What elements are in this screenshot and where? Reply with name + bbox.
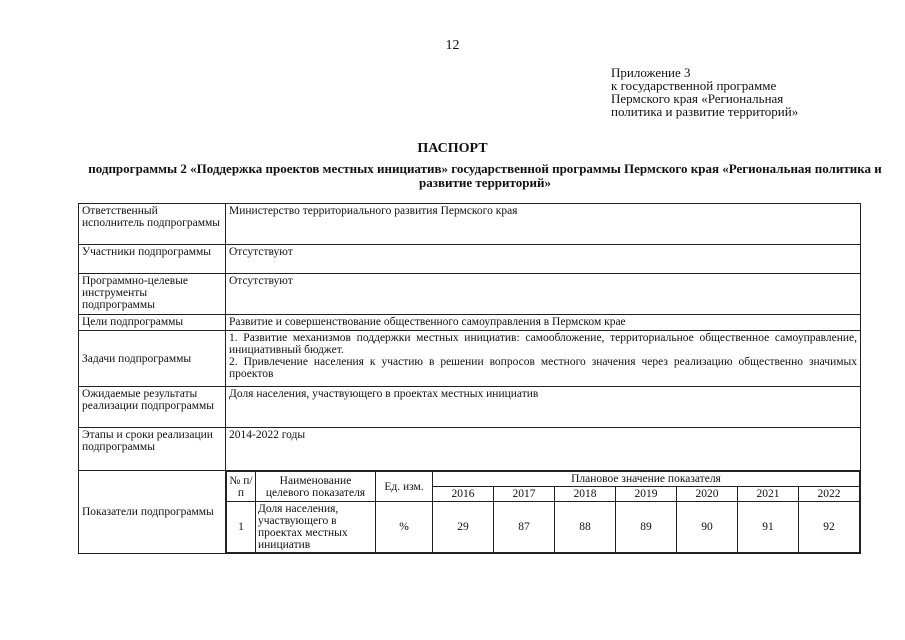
indicator-num: 1 — [227, 502, 256, 553]
row-value: Развитие и совершенствование общественного самоуправления в Пермском крае — [226, 315, 861, 331]
row-label: Этапы и сроки реализации подпрограммы — [79, 428, 226, 471]
table-row — [79, 245, 861, 274]
row-value: Отсутствуют — [226, 274, 861, 315]
row-value: 2014-2022 годы — [226, 428, 861, 471]
year-cell: 2019 — [616, 487, 677, 502]
table-row — [79, 331, 861, 387]
appendix-line: политика и развитие территорий» — [611, 104, 799, 119]
appendix-line: Приложение 3 — [611, 65, 691, 80]
document-subtitle: подпрограммы 2 «Поддержка проектов местных инициатив» государственной программы Пермского края «Региональная политика и развитие территорий» — [88, 161, 882, 190]
task-item: 2. Привлечение населения к участию в решении вопросов местного значения через реализацию общественно значимых проектов — [229, 356, 857, 380]
appendix-line: Пермского края «Региональная — [611, 91, 784, 106]
row-value: Министерство территориального развития Пермского края — [226, 204, 861, 245]
table-row — [79, 315, 861, 331]
indicator-value: 92 — [799, 502, 860, 553]
year-cell: 2022 — [799, 487, 860, 502]
indicator-value: 89 — [616, 502, 677, 553]
indicator-value: 90 — [677, 502, 738, 553]
year-cell: 2021 — [738, 487, 799, 502]
table-row — [79, 387, 861, 428]
appendix-line: к государственной программе — [611, 78, 777, 93]
head-unit: Ед. изм. — [376, 472, 433, 502]
year-cell: 2017 — [494, 487, 555, 502]
passport-table — [78, 203, 861, 554]
row-value: Отсутствуют — [226, 245, 861, 274]
task-item: 1. Развитие механизмов поддержки местных инициатив: самообложение, территориальное общественное самоуправление, инициативный бюджет. — [229, 332, 857, 356]
indicator-name: Доля населения, участвующего в проектах местных инициатив — [256, 502, 376, 553]
row-label: Цели подпрограммы — [79, 315, 226, 331]
appendix-note — [611, 66, 798, 118]
indicator-value: 88 — [555, 502, 616, 553]
row-label: Участники подпрограммы — [79, 245, 226, 274]
indicator-value: 91 — [738, 502, 799, 553]
year-cell: 2016 — [433, 487, 494, 502]
head-plan: Плановое значение показателя — [433, 472, 860, 487]
year-cell: 2020 — [677, 487, 738, 502]
year-cell: 2018 — [555, 487, 616, 502]
table-row — [79, 274, 861, 315]
row-label: Программно-целевые инструменты подпрограммы — [79, 274, 226, 315]
head-name: Наименование целевого показателя — [256, 472, 376, 502]
row-label: Задачи подпрограммы — [79, 331, 226, 387]
indicator-row — [227, 502, 860, 553]
head-num: № п/п — [227, 472, 256, 502]
document-title: ПАСПОРТ — [417, 141, 488, 156]
row-value: Доля населения, участвующего в проектах местных инициатив — [226, 387, 861, 428]
indicator-unit: % — [376, 502, 433, 553]
row-label: Показатели подпрограммы — [79, 471, 226, 554]
table-row — [79, 471, 861, 554]
indicator-value: 29 — [433, 502, 494, 553]
table-row — [79, 428, 861, 471]
indicators-table — [226, 471, 860, 553]
row-label: Ожидаемые результаты реализации подпрограммы — [79, 387, 226, 428]
indicator-value: 87 — [494, 502, 555, 553]
row-value — [226, 331, 861, 387]
page-number: 12 — [445, 38, 460, 53]
row-label: Ответственный исполнитель подпрограммы — [79, 204, 226, 245]
table-row — [79, 204, 861, 245]
indicators-cell — [226, 471, 861, 554]
indicators-head-row — [227, 472, 860, 487]
